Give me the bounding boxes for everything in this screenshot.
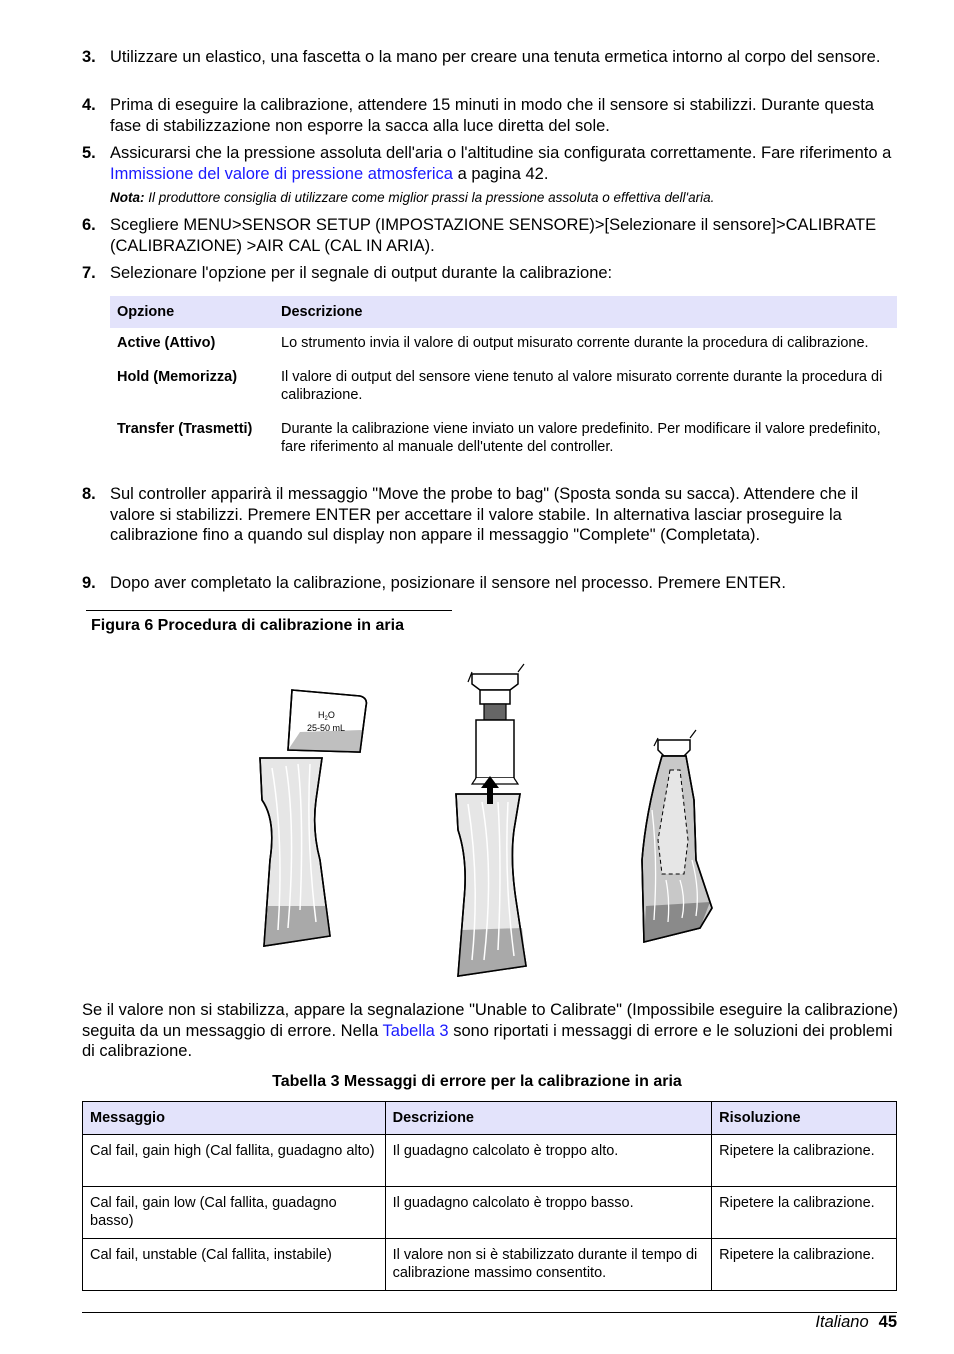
page-number: 45 xyxy=(878,1313,897,1331)
step-text: Prima di eseguire la calibrazione, attendere 15 minuti in modo che il sensore si stabilizzi. Durante questa fase di stabilizzazione non esporre la sacca alla luce diretta del sole. xyxy=(110,96,874,135)
step-text: Utilizzare un elastico, una fascetta o la mano per creare una tenuta ermetica intorno al corpo del sensore. xyxy=(110,48,881,66)
sensor-3 xyxy=(654,730,696,756)
table-row xyxy=(83,1187,897,1239)
option-desc: Lo strumento invia il valore di output misurato corrente durante la procedura di calibrazione. xyxy=(281,335,869,351)
error-fix: Ripetere la calibrazione. xyxy=(712,1239,897,1291)
option-name: Hold (Memorizza) xyxy=(117,369,238,385)
figure-rule xyxy=(86,610,452,611)
link-pressione-atmosferica[interactable]: Immissione del valore di pressione atmosferica xyxy=(110,164,453,183)
table-row xyxy=(83,1135,897,1187)
error-message: Cal fail, gain high (Cal fallita, guadagno alto) xyxy=(83,1135,386,1187)
cup-label-h2o: $H_2O$ xyxy=(318,710,335,722)
step-5 xyxy=(82,143,902,184)
step-number: 7. xyxy=(82,264,96,282)
error-fix: Ripetere la calibrazione. xyxy=(712,1187,897,1239)
link-tabella-3[interactable]: Tabella 3 xyxy=(382,1021,449,1040)
header-opzione: Opzione xyxy=(110,296,274,328)
bag-1 xyxy=(260,758,330,946)
error-message: Cal fail, gain low (Cal fallita, guadagno basso) xyxy=(83,1187,386,1239)
step-number: 8. xyxy=(82,485,96,503)
footer-rule xyxy=(82,1312,897,1313)
note xyxy=(110,190,714,205)
note-label: Nota: xyxy=(110,190,145,205)
step-8 xyxy=(82,484,902,546)
header-descrizione: Descrizione xyxy=(385,1102,712,1135)
table-row xyxy=(110,362,897,414)
option-desc: Il valore di output del sensore viene tenuto al valore misurato corrente durante la procedura di calibrazione. xyxy=(281,369,883,403)
step-text: Assicurarsi che la pressione assoluta dell'aria o l'altitudine sia configurata correttamente. Fare riferimento a Immissione del valore di pressione atmosferica a pagina 42. xyxy=(110,144,892,183)
error-fix: Ripetere la calibrazione. xyxy=(712,1135,897,1187)
step-number: 3. xyxy=(82,48,96,66)
step-3 xyxy=(82,47,902,68)
bag-2 xyxy=(456,794,526,976)
step-text: Selezionare l'opzione per il segnale di output durante la calibrazione: xyxy=(110,264,613,282)
table-row xyxy=(110,414,897,466)
error-message: Cal fail, unstable (Cal fallita, instabile) xyxy=(83,1239,386,1291)
step-number: 4. xyxy=(82,96,96,114)
header-messaggio: Messaggio xyxy=(83,1102,386,1135)
option-name: Active (Attivo) xyxy=(117,335,216,351)
step-7 xyxy=(82,263,902,284)
table-row xyxy=(110,328,897,362)
header-descrizione: Descrizione xyxy=(274,296,897,328)
cup-label-volume: 25-50 mL xyxy=(307,723,346,733)
cup-illustration xyxy=(288,690,366,752)
error-desc: Il guadagno calcolato è troppo alto. xyxy=(385,1135,712,1187)
sensor-2 xyxy=(468,664,524,784)
footer xyxy=(815,1313,897,1332)
error-desc: Il guadagno calcolato è troppo basso. xyxy=(385,1187,712,1239)
footer-language: Italiano xyxy=(815,1313,869,1331)
step-text: Sul controller apparirà il messaggio "Move the probe to bag" (Sposta sonda su sacca). Attendere che il valore si stabilizzi. Premere ENTER per accettare il valore stabile. In alternativa lasciar proseguire la calibrazione fino a quando sul display non appare il messaggio "Complete" (Completata). xyxy=(110,485,859,544)
header-risoluzione: Risoluzione xyxy=(712,1102,897,1135)
step-4 xyxy=(82,95,902,136)
step-text: Dopo aver completato la calibrazione, posizionare il sensore nel processo. Premere ENTER. xyxy=(110,574,786,592)
step-6 xyxy=(82,215,902,256)
option-name: Transfer (Trasmetti) xyxy=(117,421,253,437)
error-desc: Il valore non si è stabilizzato durante il tempo di calibrazione massimo consentito. xyxy=(385,1239,712,1291)
table-row xyxy=(83,1239,897,1291)
body-paragraph: Se il valore non si stabilizza, appare la segnalazione "Unable to Calibrate" (Impossibile eseguire la calibrazione) seguita da un messaggio di errore. Nella Tabella 3 sono riportati i messaggi di errore e le soluzioni dei problemi di calibrazione. xyxy=(82,1001,899,1060)
step-text: Scegliere MENU>SENSOR SETUP (IMPOSTAZIONE SENSORE)>[Selezionare il sensore]>CALIBRATE (CALIBRAZIONE) >AIR CAL (CAL IN ARIA). xyxy=(110,216,877,255)
step-9 xyxy=(82,573,902,594)
step-number: 6. xyxy=(82,216,96,234)
bag-3 xyxy=(642,756,712,942)
step-number: 9. xyxy=(82,574,96,592)
note-text: Il produttore consiglia di utilizzare come miglior prassi la pressione assoluta o effettiva dell'aria. xyxy=(144,190,715,205)
calibration-figure xyxy=(200,660,740,980)
option-desc: Durante la calibrazione viene inviato un valore predefinito. Per modificare il valore predefinito, fare riferimento al manuale dell'utente del controller. xyxy=(281,421,881,455)
step-number: 5. xyxy=(82,144,96,162)
figure-caption: Figura 6 Procedura di calibrazione in aria xyxy=(91,617,404,634)
error-table xyxy=(82,1101,897,1291)
options-table xyxy=(110,296,897,466)
table-caption: Tabella 3 Messaggi di errore per la calibrazione in aria xyxy=(272,1073,682,1090)
